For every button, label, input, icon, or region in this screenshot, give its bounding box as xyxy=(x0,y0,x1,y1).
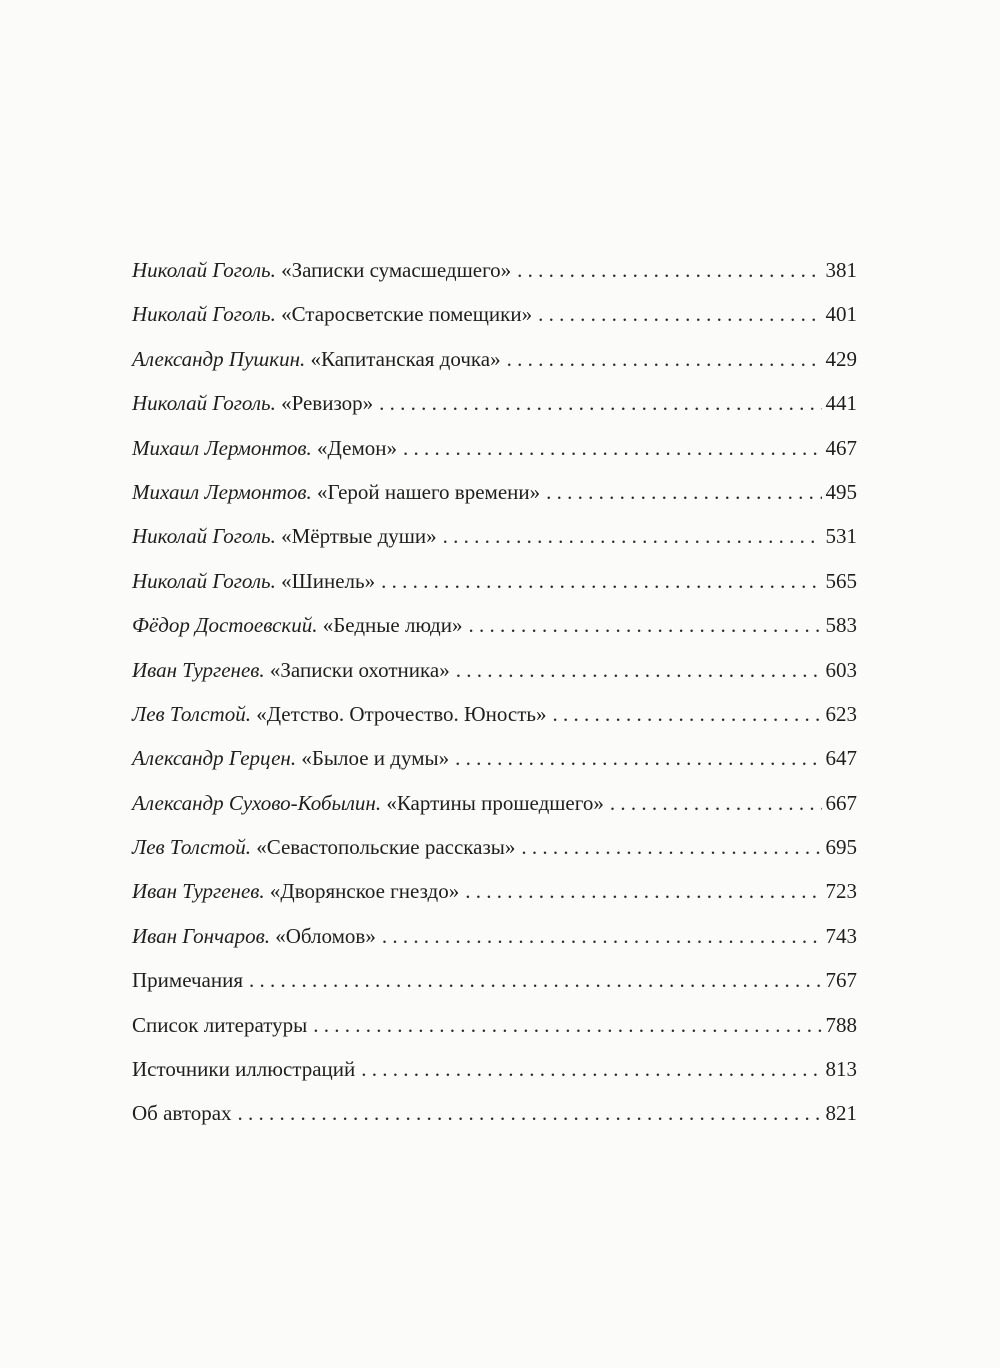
entry-work-title: «Севастопольские рассказы» xyxy=(256,835,516,860)
dot-leader xyxy=(382,914,822,958)
page-number: 743 xyxy=(825,923,857,948)
entry-title xyxy=(132,559,375,603)
toc-entry xyxy=(132,248,857,292)
entry-author: Михаил Лермонтов. xyxy=(132,435,312,460)
dot-leader xyxy=(552,692,821,736)
page-number: 623 xyxy=(825,701,857,726)
entry-author: Николай Гоголь. xyxy=(132,524,276,549)
page-number: 667 xyxy=(825,790,857,815)
entry-title xyxy=(132,381,373,425)
toc-entry xyxy=(132,825,857,869)
entry-work-title: «Детство. Отрочество. Юность» xyxy=(256,701,547,726)
page-number: 788 xyxy=(825,1012,857,1037)
entry-title xyxy=(132,1091,232,1135)
dot-leader xyxy=(313,1003,821,1047)
toc-entry xyxy=(132,603,857,647)
entry-title xyxy=(132,603,462,647)
dot-leader xyxy=(517,248,821,292)
entry-author: Михаил Лермонтов. xyxy=(132,479,312,504)
toc-entry xyxy=(132,1091,857,1135)
page-number: 603 xyxy=(825,657,857,682)
page-number: 565 xyxy=(825,568,857,593)
entry-work-title: «Былое и думы» xyxy=(301,746,450,771)
entry-author: Иван Гончаров. xyxy=(132,923,270,948)
entry-author: Лев Толстой. xyxy=(132,701,251,726)
dot-leader xyxy=(379,381,821,425)
entry-author: Лев Толстой. xyxy=(132,835,251,860)
table-of-contents xyxy=(132,248,857,1136)
toc-entry xyxy=(132,470,857,514)
entry-title xyxy=(132,692,546,736)
entry-title xyxy=(132,648,450,692)
entry-work-title: Список литературы xyxy=(132,1012,308,1037)
toc-entry xyxy=(132,292,857,336)
toc-entry xyxy=(132,337,857,381)
toc-entry xyxy=(132,914,857,958)
entry-work-title: «Обломов» xyxy=(275,923,376,948)
toc-entry xyxy=(132,869,857,913)
entry-author: Александр Герцен. xyxy=(132,746,297,771)
toc-entry xyxy=(132,736,857,780)
page-number: 695 xyxy=(825,835,857,860)
page-number: 767 xyxy=(825,968,857,993)
entry-title xyxy=(132,426,397,470)
dot-leader xyxy=(381,559,821,603)
page-number: 647 xyxy=(825,746,857,771)
entry-title xyxy=(132,958,243,1002)
toc-entry xyxy=(132,648,857,692)
entry-title xyxy=(132,514,437,558)
entry-title xyxy=(132,248,511,292)
entry-work-title: «Демон» xyxy=(317,435,397,460)
entry-work-title: Примечания xyxy=(132,968,244,993)
entry-title xyxy=(132,736,449,780)
entry-work-title: «Старосветские помещики» xyxy=(281,302,533,327)
entry-title xyxy=(132,337,501,381)
entry-author: Николай Гоголь. xyxy=(132,391,276,416)
page-number: 531 xyxy=(825,524,857,549)
dot-leader xyxy=(249,958,821,1002)
entry-title xyxy=(132,781,604,825)
entry-author: Александр Пушкин. xyxy=(132,346,306,371)
page-number: 583 xyxy=(825,613,857,638)
page-number: 723 xyxy=(825,879,857,904)
dot-leader xyxy=(403,426,822,470)
entry-author: Николай Гоголь. xyxy=(132,302,276,327)
dot-leader xyxy=(521,825,821,869)
dot-leader xyxy=(443,514,822,558)
toc-entry xyxy=(132,781,857,825)
entry-author: Николай Гоголь. xyxy=(132,258,276,282)
toc-entry xyxy=(132,692,857,736)
toc-entry xyxy=(132,559,857,603)
dot-leader xyxy=(465,869,821,913)
toc-entry xyxy=(132,381,857,425)
toc-entry xyxy=(132,1047,857,1091)
entry-title xyxy=(132,470,540,514)
entry-work-title: «Капитанская дочка» xyxy=(310,346,501,371)
page-number: 401 xyxy=(825,302,857,327)
page-number: 821 xyxy=(825,1101,857,1126)
page-number: 495 xyxy=(825,479,857,504)
toc-entry xyxy=(132,958,857,1002)
dot-leader xyxy=(468,603,821,647)
entry-author: Николай Гоголь. xyxy=(132,568,276,593)
toc-entry xyxy=(132,426,857,470)
entry-title xyxy=(132,1047,355,1091)
toc-entry xyxy=(132,1003,857,1047)
entry-work-title: «Записки сумасшедшего» xyxy=(281,258,512,282)
entry-title xyxy=(132,292,532,336)
entry-work-title: «Шинель» xyxy=(281,568,376,593)
entry-work-title: «Картины прошедшего» xyxy=(386,790,604,815)
entry-author: Иван Тургенев. xyxy=(132,879,265,904)
dot-leader xyxy=(538,292,821,336)
dot-leader xyxy=(361,1047,821,1091)
entry-author: Фёдор Достоевский. xyxy=(132,613,318,638)
dot-leader xyxy=(546,470,821,514)
entry-author: Александр Сухово-Кобылин. xyxy=(132,790,382,815)
entry-work-title: «Герой нашего времени» xyxy=(317,479,541,504)
page-number: 467 xyxy=(825,435,857,460)
entry-work-title: Об авторах xyxy=(132,1101,232,1126)
entry-work-title: «Ревизор» xyxy=(281,391,374,416)
page-number: 381 xyxy=(825,258,857,282)
dot-leader xyxy=(455,736,821,780)
entry-work-title: Источники иллюстраций xyxy=(132,1057,356,1082)
entry-title xyxy=(132,825,515,869)
page-number: 813 xyxy=(825,1057,857,1082)
dot-leader xyxy=(610,781,822,825)
entry-work-title: «Дворянское гнездо» xyxy=(269,879,460,904)
toc-entry xyxy=(132,514,857,558)
page-number: 429 xyxy=(825,346,857,371)
page-number: 441 xyxy=(825,391,857,416)
entry-author: Иван Тургенев. xyxy=(132,657,265,682)
entry-title xyxy=(132,914,376,958)
dot-leader xyxy=(238,1091,822,1135)
dot-leader xyxy=(456,648,822,692)
entry-title xyxy=(132,869,459,913)
entry-work-title: «Мёртвые души» xyxy=(281,524,437,549)
entry-work-title: «Записки охотника» xyxy=(269,657,450,682)
entry-work-title: «Бедные люди» xyxy=(322,613,463,638)
entry-title xyxy=(132,1003,307,1047)
dot-leader xyxy=(507,337,822,381)
